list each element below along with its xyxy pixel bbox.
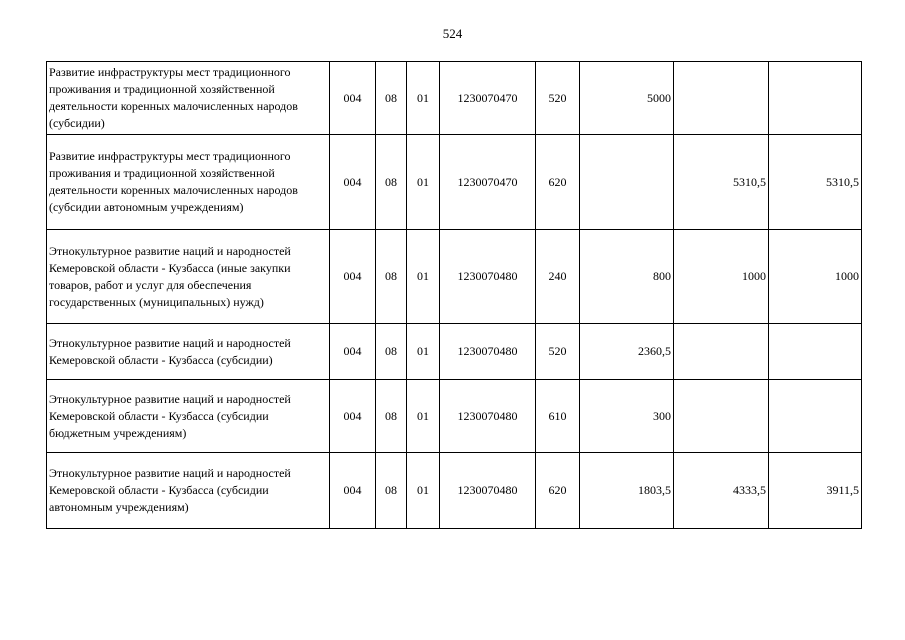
target-article-code: 1230070480 xyxy=(440,380,536,453)
expense-type-code: 520 xyxy=(536,62,580,135)
amount-year-3 xyxy=(769,324,862,380)
amount-year-3: 5310,5 xyxy=(769,135,862,230)
row-name: Развитие инфраструктуры мест традиционного проживания и традиционной хозяйственной деятельности коренных малочисленных народов (субсидии) xyxy=(47,62,330,135)
expense-type-code: 610 xyxy=(536,380,580,453)
row-name: Развитие инфраструктуры мест традиционного проживания и традиционной хозяйственной деятельности коренных малочисленных народов (субсидии автономным учреждениям) xyxy=(47,135,330,230)
target-article-code: 1230070470 xyxy=(440,135,536,230)
target-article-code: 1230070480 xyxy=(440,453,536,529)
expense-type-code: 620 xyxy=(536,453,580,529)
ministry-code: 004 xyxy=(330,230,376,324)
section-code: 08 xyxy=(376,324,407,380)
amount-year-1: 300 xyxy=(580,380,674,453)
amount-year-1: 5000 xyxy=(580,62,674,135)
amount-year-3 xyxy=(769,380,862,453)
row-name: Этнокультурное развитие наций и народностей Кемеровской области - Кузбасса (субсидии автономным учреждениям) xyxy=(47,453,330,529)
ministry-code: 004 xyxy=(330,135,376,230)
subsection-code: 01 xyxy=(407,453,440,529)
amount-year-2 xyxy=(674,380,769,453)
table-row xyxy=(47,453,862,529)
subsection-code: 01 xyxy=(407,380,440,453)
ministry-code: 004 xyxy=(330,380,376,453)
subsection-code: 01 xyxy=(407,324,440,380)
target-article-code: 1230070480 xyxy=(440,230,536,324)
section-code: 08 xyxy=(376,453,407,529)
row-name: Этнокультурное развитие наций и народностей Кемеровской области - Кузбасса (субсидии) xyxy=(47,324,330,380)
row-name: Этнокультурное развитие наций и народностей Кемеровской области - Кузбасса (субсидии бюджетным учреждениям) xyxy=(47,380,330,453)
table-row xyxy=(47,324,862,380)
table-row xyxy=(47,230,862,324)
expense-type-code: 520 xyxy=(536,324,580,380)
amount-year-1: 2360,5 xyxy=(580,324,674,380)
target-article-code: 1230070470 xyxy=(440,62,536,135)
amount-year-3: 1000 xyxy=(769,230,862,324)
amount-year-2: 1000 xyxy=(674,230,769,324)
section-code: 08 xyxy=(376,230,407,324)
subsection-code: 01 xyxy=(407,62,440,135)
section-code: 08 xyxy=(376,135,407,230)
expense-type-code: 620 xyxy=(536,135,580,230)
row-name: Этнокультурное развитие наций и народностей Кемеровской области - Кузбасса (иные закупки товаров, работ и услуг для обеспечения государственных (муниципальных) нужд) xyxy=(47,230,330,324)
subsection-code: 01 xyxy=(407,135,440,230)
amount-year-2 xyxy=(674,324,769,380)
amount-year-3: 3911,5 xyxy=(769,453,862,529)
amount-year-2: 4333,5 xyxy=(674,453,769,529)
section-code: 08 xyxy=(376,62,407,135)
budget-table xyxy=(46,61,862,529)
amount-year-2 xyxy=(674,62,769,135)
subsection-code: 01 xyxy=(407,230,440,324)
page-number: 524 xyxy=(442,26,463,41)
amount-year-2: 5310,5 xyxy=(674,135,769,230)
amount-year-1: 1803,5 xyxy=(580,453,674,529)
ministry-code: 004 xyxy=(330,453,376,529)
section-code: 08 xyxy=(376,380,407,453)
amount-year-1: 800 xyxy=(580,230,674,324)
amount-year-3 xyxy=(769,62,862,135)
table-row xyxy=(47,135,862,230)
table-row xyxy=(47,62,862,135)
target-article-code: 1230070480 xyxy=(440,324,536,380)
amount-year-1 xyxy=(580,135,674,230)
table-row xyxy=(47,380,862,453)
ministry-code: 004 xyxy=(330,324,376,380)
expense-type-code: 240 xyxy=(536,230,580,324)
ministry-code: 004 xyxy=(330,62,376,135)
